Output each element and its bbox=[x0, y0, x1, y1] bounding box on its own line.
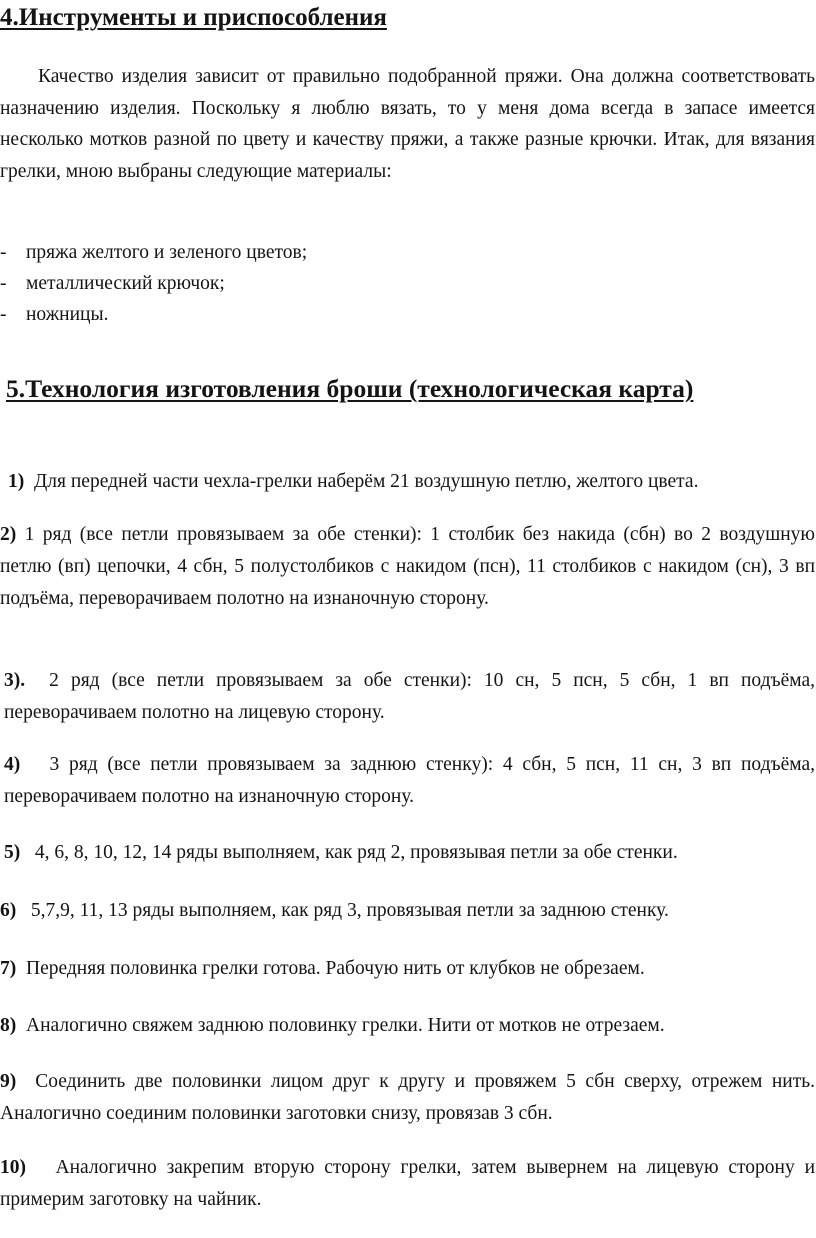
step-5 bbox=[4, 837, 815, 869]
step-number: 10) bbox=[0, 1157, 26, 1178]
list-marker: - bbox=[0, 242, 7, 263]
step-text: 3 ряд (все петли провязываем за заднюю стенку): 4 сбн, 5 псн, 11 сн, 3 вп подъёма, переворачиваем полотно на изнаночную сторону. bbox=[4, 754, 815, 807]
step-4 bbox=[4, 749, 815, 813]
step-text: 5,7,9, 11, 13 ряды выполняем, как ряд 3, провязывая петли за заднюю стенку. bbox=[30, 900, 669, 921]
step-number: 8) bbox=[0, 1015, 17, 1036]
list-item bbox=[0, 299, 307, 330]
step-number: 7) bbox=[0, 958, 17, 979]
step-text: Для передней части чехла-грелки наберём 21 воздушную петлю, желтого цвета. bbox=[34, 471, 699, 492]
list-item-text: металлический крючок; bbox=[26, 273, 225, 294]
step-number: 5) bbox=[4, 842, 21, 863]
step-number: 6) bbox=[0, 900, 17, 921]
section-4-title: 4.Инструменты и приспособления bbox=[0, 4, 387, 31]
step-3 bbox=[4, 665, 815, 729]
list-item-text: ножницы. bbox=[26, 304, 109, 325]
step-text: Передняя половинка грелки готова. Рабочую нить от клубков не обрезаем. bbox=[26, 958, 645, 979]
step-text: 4, 6, 8, 10, 12, 14 ряды выполняем, как ряд 2, провязывая петли за обе стенки. bbox=[34, 842, 678, 863]
list-item-text: пряжа желтого и зеленого цветов; bbox=[26, 242, 308, 263]
list-marker: - bbox=[0, 273, 7, 294]
section-5-title: 5.Технология изготовления броши (технологическая карта) bbox=[6, 374, 694, 403]
step-text: Аналогично свяжем заднюю половинку грелки. Нити от мотков не отрезаем. bbox=[26, 1015, 665, 1036]
step-6 bbox=[0, 895, 815, 927]
list-marker: - bbox=[0, 304, 7, 325]
step-text: 2 ряд (все петли провязываем за обе стенки): 10 сн, 5 псн, 5 сбн, 1 вп подъёма, переворачиваем полотно на лицевую сторону. bbox=[4, 670, 816, 723]
step-number: 9) bbox=[0, 1071, 17, 1092]
step-number: 4) bbox=[4, 754, 21, 775]
step-7 bbox=[0, 953, 815, 985]
step-text: 1 ряд (все петли провязываем за обе стенки): 1 столбик без накида (сбн) во 2 воздушную петлю (вп) цепочки, 4 сбн, 5 полустолбиков с накидом (псн), 11 столбиков с накидом (сн), 3 вп подъёма, переворачиваем полотно на изнаночную сторону. bbox=[0, 524, 815, 609]
step-2 bbox=[0, 519, 815, 615]
materials-list bbox=[0, 237, 307, 330]
section-4-intro: Качество изделия зависит от правильно подобранной пряжи. Она должна соответствовать назначению изделия. Поскольку я люблю вязать, то у меня дома всегда в запасе имеется несколько мотков разной по цвету и качеству пряжи, а также разные крючки. Итак, для вязания грелки, мною выбраны следующие материалы: bbox=[0, 66, 815, 182]
list-item bbox=[0, 268, 307, 299]
step-10 bbox=[0, 1152, 815, 1216]
step-text: Аналогично закрепим вторую сторону грелки, затем вывернем на лицевую сторону и примерим заготовку на чайник. bbox=[0, 1157, 816, 1210]
step-number: 3). bbox=[4, 670, 26, 691]
step-1 bbox=[8, 466, 815, 498]
step-9 bbox=[0, 1066, 815, 1130]
step-number: 1) bbox=[8, 471, 25, 492]
step-8 bbox=[0, 1010, 815, 1042]
list-item bbox=[0, 237, 307, 268]
step-number: 2) bbox=[0, 524, 17, 545]
step-text: Соединить две половинки лицом друг к другу и провяжем 5 сбн сверху, отрежем нить. Аналогично соединим половинки заготовки снизу, провязав 3 сбн. bbox=[0, 1071, 816, 1124]
